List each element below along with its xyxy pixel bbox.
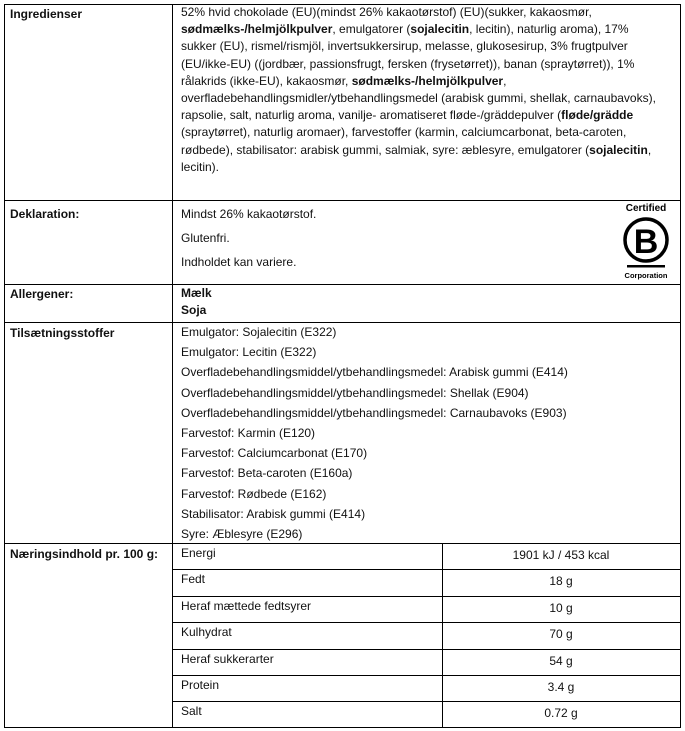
nutrient-value: 10 g [549, 600, 573, 615]
additive-item: Farvestof: Beta-caroten (E160a) [181, 466, 353, 481]
ingredient-allergen-bold: sojalecitin [589, 142, 648, 157]
additive-item: Farvestof: Calciumcarbonat (E170) [181, 446, 368, 461]
nutrient-name: Heraf sukkerarter [181, 651, 274, 666]
allergen-item: Mælk [181, 286, 212, 300]
allergens-label: Allergener: [10, 287, 74, 301]
nutrient-value: 70 g [549, 627, 573, 642]
nutrient-name: Heraf mættede fedtsyrer [181, 598, 312, 613]
nutrient-name: Salt [181, 704, 202, 719]
nutrient-value: 18 g [549, 574, 573, 589]
nutrient-name: Kulhydrat [181, 625, 232, 640]
additive-item: Emulgator: Lecitin (E322) [181, 345, 317, 360]
ingredients-label: Ingredienser [10, 7, 83, 21]
nutrition-row [173, 544, 680, 570]
ingredients-paragraph [181, 4, 665, 176]
b-corp-certified-logo [617, 202, 675, 282]
declaration-line: Indholdet kan variere. [181, 255, 297, 269]
additive-item: Emulgator: Sojalecitin (E322) [181, 325, 337, 339]
ingredient-allergen-bold: sojalecitin [410, 22, 470, 37]
nutrient-value: 1901 kJ / 453 kcal [512, 548, 610, 562]
ingredient-allergen-bold: fløde/grädde [561, 108, 634, 123]
nutrient-name: Protein [181, 677, 220, 692]
ingredient-text-segment: , emulgatorer ( [332, 22, 411, 37]
nutrition-row [173, 570, 680, 596]
cert-rule [627, 265, 665, 268]
ingredient-text-segment: 52% hvid chokolade (EU)(mindst 26% kakaotørstof) (EU)(sukker, kakaosmør, [181, 5, 592, 19]
ingredient-allergen-bold: sødmælks-/helmjölkpulver [181, 22, 333, 37]
nutrient-value: 54 g [549, 653, 573, 668]
row-divider [4, 284, 681, 285]
nutrient-value: 3.4 g [547, 679, 575, 694]
declaration-line: Glutenfri. [181, 231, 230, 245]
ingredient-text-segment: , overfladebehandlingsmidler/ytbehandlingsmedel (arabisk gummi, shellak, carnaubavoks), rapsolie, salt, naturlig aroma, vanilje- aromatiseret fløde-/gräddepulver ( [181, 73, 656, 123]
declaration-text [181, 207, 601, 279]
declaration-line: Mindst 26% kakaotørstof. [181, 207, 317, 221]
additives-list [181, 322, 568, 544]
nutrition-row [173, 650, 680, 676]
row-divider [4, 200, 681, 201]
ingredient-text-segment: (spraytørret), naturlig aromaer), farvestoffer (karmin, calciumcarbonat, beta-caroten, rødbede), stabilisator: arabisk gummi, salmiak, syre: æblesyre, emulgatorer ( [181, 125, 627, 157]
ingredient-allergen-bold: sødmælks-/helmjölkpulver [351, 73, 504, 88]
cert-letter: B [633, 223, 659, 261]
nutrient-value: 0.72 g [544, 706, 578, 721]
ingredient-text-segment: , lecitin), naturlig aroma), 17% sukker (EU), rismel/rismjöl, invertsukkersirup, melasse, glukosesirup, 3% frugtpulver (EU/ikke-EU) ((jordbær, passionsfrugt, fersken (frysetørret)), banan (spraytørret)), 1% rålakrids (ikke-EU), kakaosmør, [181, 22, 635, 88]
nutrient-name: Energi [181, 546, 216, 560]
cert-top-text: Certified [625, 203, 667, 214]
nutrient-name: Fedt [181, 572, 206, 587]
nutrition-row [173, 702, 680, 727]
b-corp-icon [617, 202, 675, 282]
additive-item: Farvestof: Karmin (E120) [181, 425, 316, 440]
additive-item: Stabilisator: Arabisk gummi (E414) [181, 506, 366, 521]
cert-bottom-text: Corporation [624, 271, 668, 280]
additive-item: Syre: Æblesyre (E296) [181, 526, 303, 541]
nutrition-table [173, 544, 680, 728]
allergen-item: Soja [181, 303, 207, 317]
additives-label: Tilsætningsstoffer [10, 326, 115, 340]
ingredient-text-segment: , lecitin). [181, 142, 652, 174]
nutrition-row [173, 676, 680, 702]
additive-item: Farvestof: Rødbede (E162) [181, 486, 327, 501]
ingredients-text [181, 4, 665, 176]
additive-item: Overfladebehandlingsmiddel/ytbehandlingsmedel: Shellak (E904) [181, 385, 529, 400]
additive-item: Overfladebehandlingsmiddel/ytbehandlingsmedel: Arabisk gummi (E414) [181, 365, 568, 380]
allergens-list [181, 285, 212, 319]
additive-item: Overfladebehandlingsmiddel/ytbehandlingsmedel: Carnaubavoks (E903) [181, 405, 567, 420]
nutrition-row [173, 623, 680, 649]
declaration-label: Deklaration: [10, 207, 80, 221]
nutrition-label: Næringsindhold pr. 100 g: [10, 547, 159, 561]
nutrition-row [173, 597, 680, 623]
